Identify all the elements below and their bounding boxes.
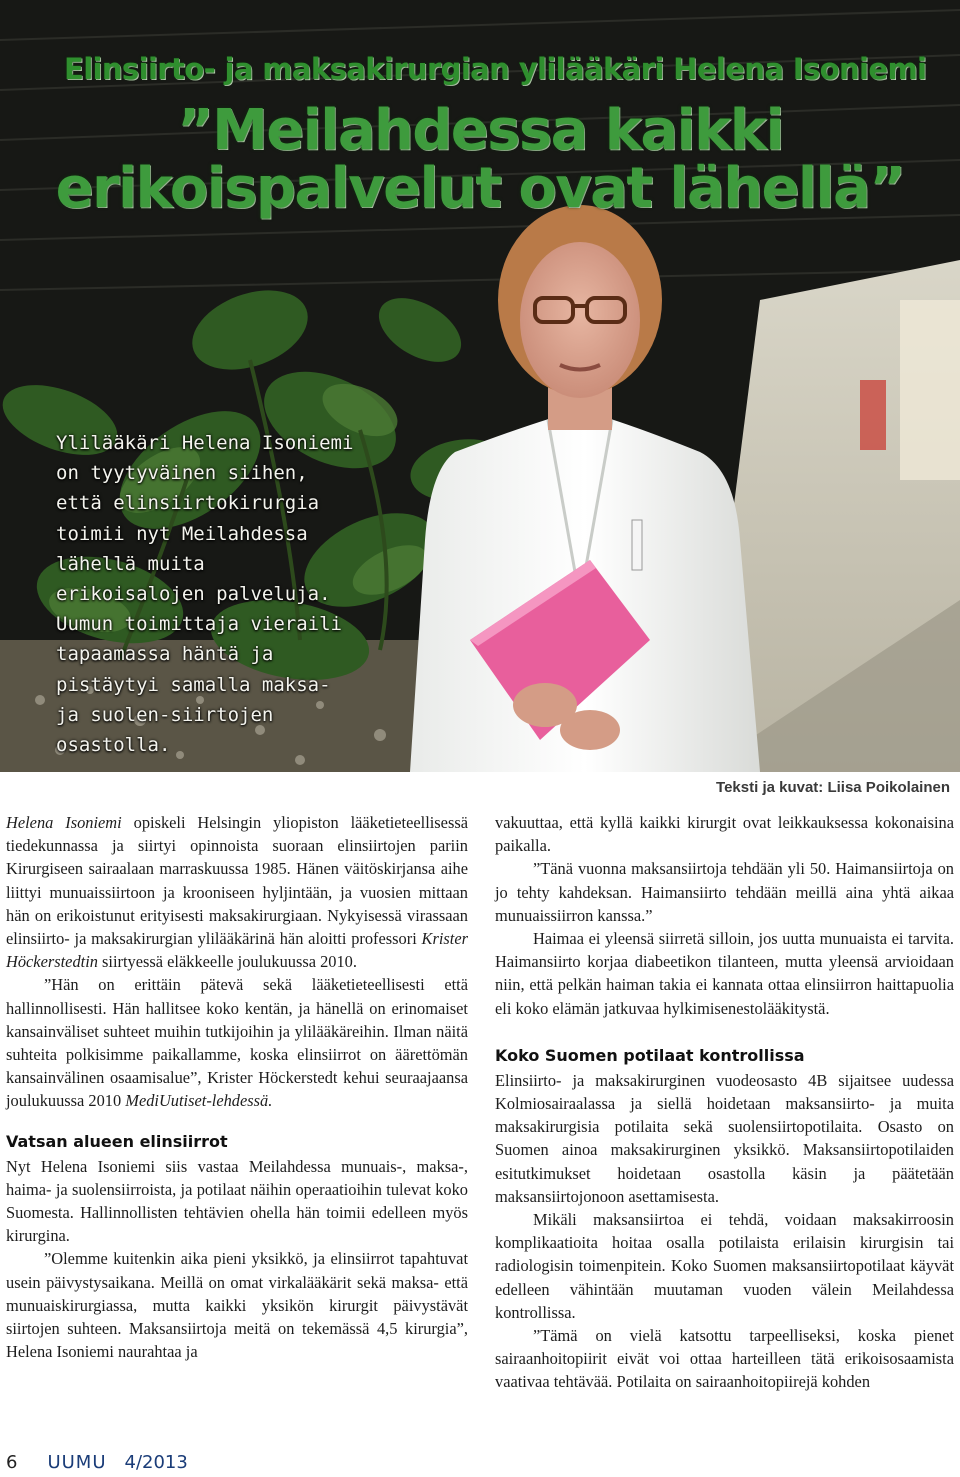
magazine-name: UUMU <box>47 1452 107 1473</box>
paragraph: ”Olemme kuitenkin aika pieni yksikkö, ja elinsiirrot tapahtuvat usein päivystysaikana. Meillä on omat virkalääkärit sekä maksa- että munuaiskirurgiassa, mutta kaikki yksikön kirurgit päivystävät siirtojen suhteen. Maksansiirtoja meitä on tekemässä 4,5 kirurgia”, Helena Isoniemi naurahtaa ja <box>6 1249 468 1362</box>
paragraph: ”Tämä on vielä katsottu tarpeelliseksi, koska pienet sairaanhoitopiirit eivät voi ottaa harteilleen tätä erikoisosaamista vaativaa tehtävää. Potilaita on sairaanhoitopiirejä kohden <box>495 1326 954 1392</box>
photo-credit: Teksti ja kuvat: Liisa Poikolainen <box>716 779 950 796</box>
article-kicker: Elinsiirto- ja maksakirurgian ylilääkäri Helena Isoniemi <box>64 52 927 86</box>
section-subhead: Koko Suomen potilaat kontrollissa <box>495 1045 805 1065</box>
left-column <box>6 811 468 1363</box>
article-headline <box>0 98 960 221</box>
paragraph: ”Tänä vuonna maksansiirtoja tehdään yli 50. Haimansiirtoja on jo tehty kahdeksan. Haimansiirto tehdään meillä aina yhtä aikaa munuaissiirron kanssa.” <box>495 859 954 925</box>
paragraph: vakuuttaa, että kyllä kaikki kirurgit ovat leikkauksessa kokonaisina paikalla. <box>495 813 954 856</box>
paragraph: Haimaa ei yleensä siirretä silloin, jos uutta munuaista ei tarvita. Haimansiirto korjaa diabeetikon tilanteen, mutta yleensä arvioidaan niin, että pelkän haiman takia ei kannata ottaa elinsiirron haittapuolia eli koko elämän jatkuvaa hylkimisenestolääkitystä. <box>495 929 954 1018</box>
section-subhead: Vatsan alueen elinsiirrot <box>6 1131 228 1151</box>
article-lead: Ylilääkäri Helena Isoniemi on tyytyväinen siihen, että elinsiirtokirurgia toimii nyt Meilahdessa lähellä muita erikoisalojen palveluja. Uumun toimittaja vieraili tapaamassa häntä ja pistäytyi samalla maksa- ja suolen-siirtojen osastolla. <box>56 432 354 757</box>
paragraph: ”Hän on erittäin pätevä sekä lääketieteellisesti että hallinnollisesti. Hän hallitsee koko kentän, ja hänellä on erinomaiset kansainväliset suhteet muihin tutkijoihin ja ylilääkäreihin. Ilman näitä suhteita polkisimme paikallamme, koska elinsiirrot on äärettömän kansainvälinen osaamisalue”, Krister Höckerstedt kehui seuraajaansa joulukuussa 2010 MediUutiset-lehdessä. <box>6 975 468 1111</box>
right-column <box>495 811 954 1394</box>
publication-name: MediUutiset-lehdessä. <box>125 1091 273 1111</box>
person-name: Helena Isoniemi <box>6 813 122 832</box>
page-number: 6 <box>6 1452 18 1473</box>
headline-line-1: ”Meilahdessa kaikki <box>176 98 784 163</box>
paragraph: Nyt Helena Isoniemi siis vastaa Meilahdessa munuais-, maksa-, haima- ja suolensiirroista, ja potilaat näihin operaatioihin tulevat koko Suomesta. Hallinnollisten tehtävien ohella hän toimii edelleen myös kirurgina. <box>6 1156 468 1246</box>
paragraph: Elinsiirto- ja maksakirurginen vuodeosasto 4B sijaitsee uudessa Kolmiosairaalassa ja siellä hoidetaan maksansiirto- ja muita maksakirurgisia potilaita sekä suolensiirtopotilaita. Osasto on Suomen ainoa maksakirurginen yksikkö. Maksansiirtopotilaiden esitutkimukset hoidetaan osastolla käsin ja päätetään maksansiirtojonoon asettamisesta. <box>495 1070 954 1206</box>
paragraph: Mikäli maksansiirtoa ei tehdä, voidaan maksakirroosin komplikaatioita hoitaa osalla potilaista erilaisin kirurgisin tai radiologisin toimenpitein. Koko Suomen maksansiirtopotilaat käyvät edelleen vähintään muutaman vuoden välein Meilahdessa kontrollissa. <box>495 1210 954 1322</box>
paragraph: Helena Isoniemi opiskeli Helsingin yliopiston lääketieteellisessä tiedekunnassa ja siirtyi opinnoista suoraan elinsiirtojen pariin Kirurgiseen sairaalaan marraskuussa 1985. Hänen väitöskirjansa aihe liittyi munuaissiirtoon ja krooniseen hyljintään, ja vuosien mittaan hän on erikoistunut erityisesti maksakirurgiaan. Nykyisessä virassaan elinsiirto- ja maksakirurgian ylilääkärinä hän aloitti professori Krister Höckerstedtin siirtyessä eläkkeelle joulukuussa 2010. <box>6 813 468 972</box>
person-name: Krister Höckerstedtin <box>6 929 468 972</box>
issue-number: 4/2013 <box>124 1452 188 1473</box>
headline-line-2: erikoispalvelut ovat lähellä” <box>55 156 905 221</box>
page-footer <box>6 1452 188 1473</box>
